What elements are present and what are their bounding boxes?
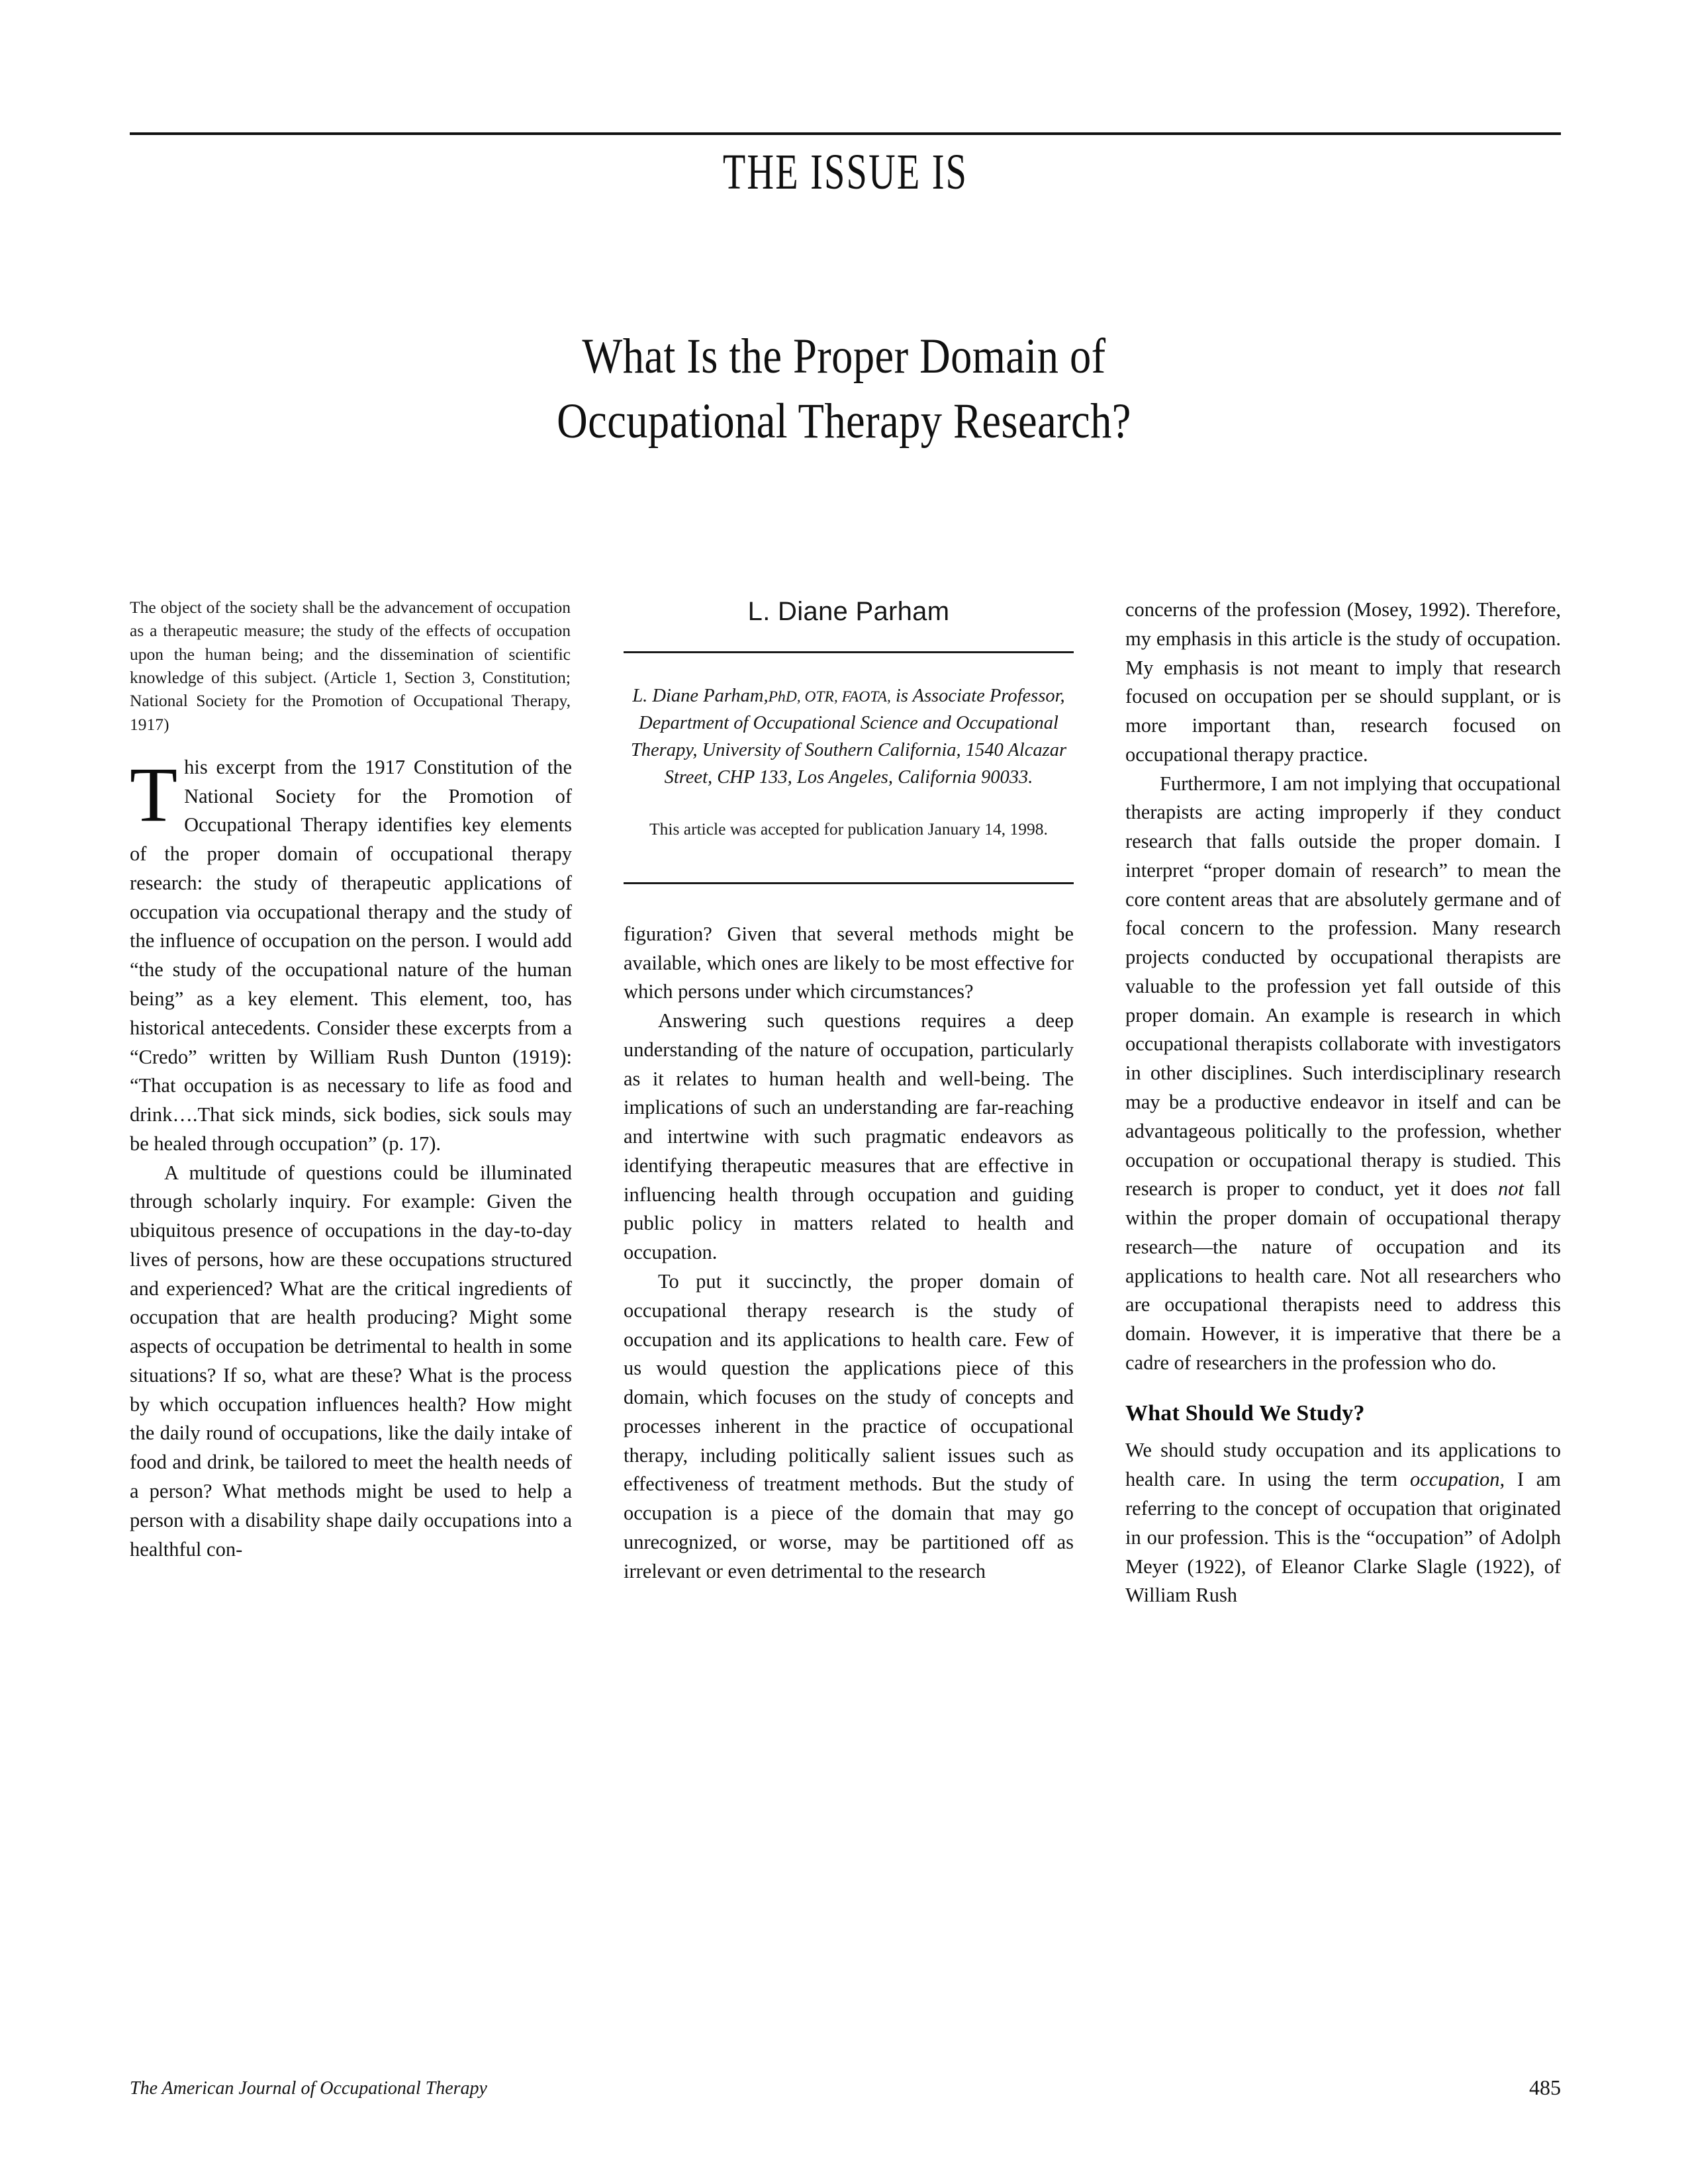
author-rule-top bbox=[624, 651, 1074, 653]
paragraph-we-should-study bbox=[1125, 1436, 1561, 1610]
three-column-body bbox=[130, 596, 1561, 2019]
column-right bbox=[1125, 596, 1561, 2019]
author-affiliation bbox=[624, 682, 1074, 791]
paragraph-concerns: concerns of the profession (Mosey, 1992). Therefore, my emphasis in this article is the study of occupation. My emphasis is not meant to imply that research focused on occupation per se should supplant, or is more important than, research focused on occupational therapy practice. bbox=[1125, 598, 1561, 766]
author-name: L. Diane Parham bbox=[747, 597, 950, 626]
footer-journal-name: The American Journal of Occupational Therapy bbox=[130, 2078, 487, 2099]
center-column-body bbox=[624, 920, 1074, 1586]
paragraph-succinctly: To put it succinctly, the proper domain of occupational therapy research is the study of occupation and its applications to health care. Few of us would question the applications piece of this domain, which focuses on the study of concepts and processes inherent in the practice of occupational therapy, including politically salient issues such as effectiveness of treatment methods. But the study of occupation is a piece of the domain that may go unrecognized, or worse, may be partitioned off as irrelevant or even detrimental to the research bbox=[624, 1270, 1074, 1582]
column-left bbox=[130, 596, 572, 2019]
page-title bbox=[346, 324, 1342, 453]
title-line-2: Occupational Therapy Research? bbox=[557, 393, 1131, 449]
column-center bbox=[624, 596, 1074, 2019]
paragraph-opening bbox=[130, 753, 572, 1159]
paragraph-furthermore bbox=[1125, 770, 1561, 1378]
author-bio-rest: is Associate Professor, Department of Occupational Science and Occupational Therapy, University of Southern California, 1540 Alcazar Street, CHP 133, Los Angeles, California 90033. bbox=[630, 686, 1067, 788]
paragraph-multitude: A multitude of questions could be illuminated through scholarly inquiry. For example: Given the ubiquitous presence of occupations in the day-to-day lives of persons, how are these occupations structured and experienced? What are the critical ingredients of occupation that are health producing? Might some aspects of occupation be detrimental to health in some situations? If so, what are these? What is the process by which occupation influences health? How might the daily round of occupations, like the daily intake of food and drink, be tailored to meet the health needs of a person? What methods might be used to help a person with a disability shape daily occupations into a healthful con- bbox=[130, 1161, 572, 1561]
paragraph-we-should-study-part-a: We should study occupation and its applications to health care. In using the term bbox=[1125, 1439, 1561, 1491]
section-kicker: THE ISSUE IS bbox=[722, 144, 968, 200]
paragraph-furthermore-part-b: fall within the proper domain of occupational therapy research—the nature of occupation and its applications to health care. Not all researchers who are occupational therapists need to address this domain. However, it is imperative that there be a cadre of researchers in the profession who do. bbox=[1125, 1177, 1561, 1374]
title-line-1: What Is the Proper Domain of bbox=[582, 329, 1106, 384]
paragraph-answering: Answering such questions requires a deep understanding of the nature of occupation, particularly as it relates to human health and well-being. The implications of such an understanding are far-reaching and intertwine with such pragmatic endeavors as identifying therapeutic measures that are effective in influencing health through occupation and guiding public policy in matters related to health and occupation. bbox=[624, 1009, 1074, 1264]
epigraph-quote: The object of the society shall be the advancement of occupation as a therapeutic measure; the study of the effects of occupation upon the human being; and the dissemination of scientific knowledge of this subject. (Article 1, Section 3, Constitution; National Society for the Promotion of Occupational Therapy, 1917) bbox=[130, 598, 571, 734]
section-heading-what-should-we-study: What Should We Study? bbox=[1125, 1400, 1365, 1426]
footer-page-number: 485 bbox=[1529, 2075, 1561, 2099]
author-rule-bottom bbox=[624, 882, 1074, 884]
author-degrees: PhD, OTR, FAOTA, bbox=[768, 688, 891, 705]
paragraph-we-should-study-part-b: I am referring to the concept of occupation that originated in our profession. This is the “occupation” of Adolph Meyer (1922), of Eleanor Clarke Slagle (1922), of William Rush bbox=[1125, 1468, 1561, 1607]
emphasis-occupation: occupation, bbox=[1409, 1468, 1505, 1491]
acceptance-note: This article was accepted for publication January 14, 1998. bbox=[649, 819, 1048, 839]
paragraph-opening-text: his excerpt from the 1917 Constitution of the National Society for the Promotion of Occupational Therapy identifies key elements of the proper domain of occupational therapy research: the study of therapeutic applications of occupation via occupational therapy and the study of the influence of occupation on the person. I would add “the study of the occupational nature of the human being” as a key element. This element, too, has historical antecedents. Consider these excerpts from a “Credo” written by William Rush Dunton (1919): “That occupation is as necessary to life as food and drink….That sick minds, sick bodies, sick souls may be healed through occupation” (p. 17). bbox=[130, 755, 572, 1155]
drop-cap-letter: T bbox=[130, 751, 178, 838]
emphasis-not: not bbox=[1497, 1177, 1524, 1201]
paragraph-figuration: figuration? Given that several methods might be available, which ones are likely to be most effective for which persons under which circumstances? bbox=[624, 922, 1074, 1003]
masthead-rule bbox=[130, 132, 1561, 135]
paragraph-furthermore-part-a: Furthermore, I am not implying that occupational therapists are acting improperly if they conduct research that falls outside the proper domain. I interpret “proper domain of research” to mean the core content areas that are absolutely germane and of focal concern to the profession. Many research projects conducted by occupational therapists are valuable to the profession yet fall outside of this proper domain. An example is research in which occupational therapists collaborate with investigators in other disciplines. Such interdisciplinary research may be a productive endeavor in itself and can be advantageous politically to the profession, whether occupation or occupational therapy is studied. This research is proper to conduct, yet it does bbox=[1125, 772, 1561, 1201]
author-bio-name: L. Diane Parham, bbox=[632, 686, 769, 706]
